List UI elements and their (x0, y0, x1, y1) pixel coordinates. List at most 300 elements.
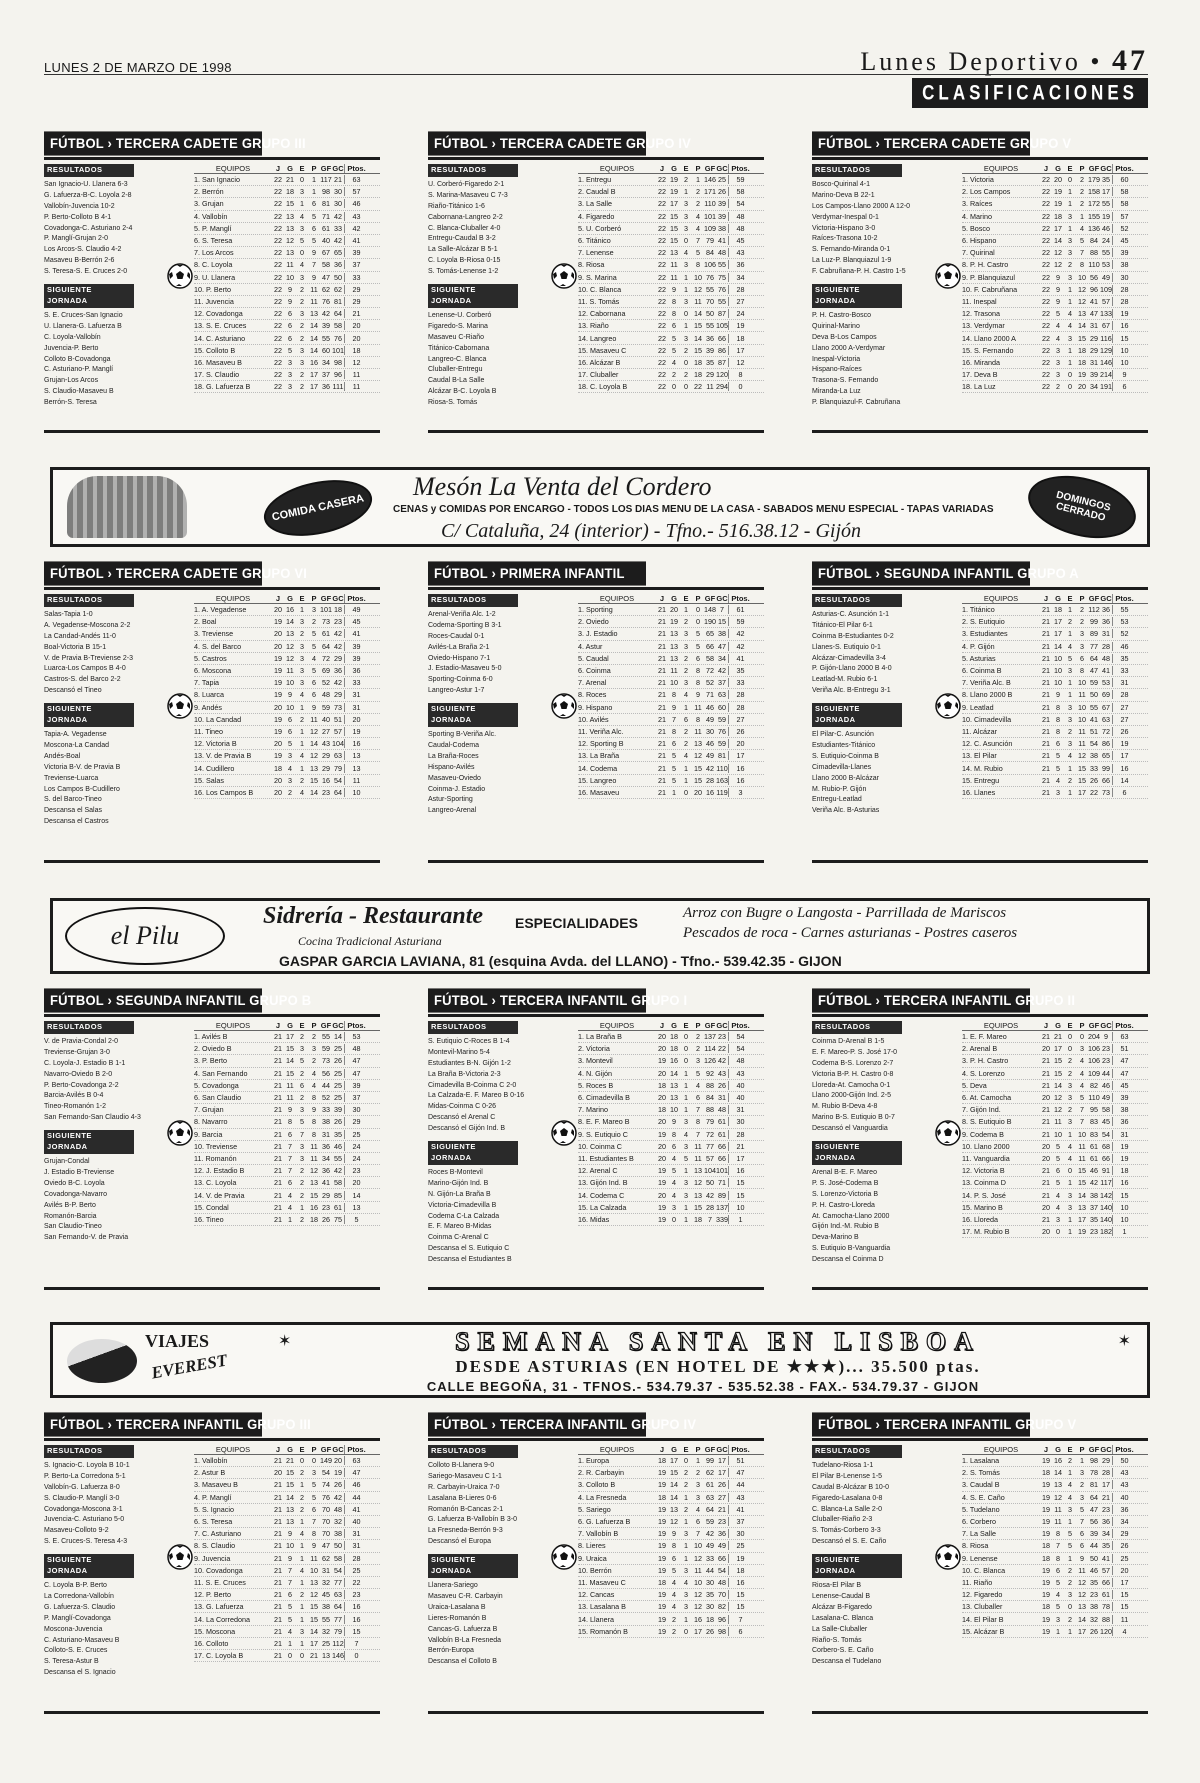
stat-cell: 48 (334, 1504, 342, 1514)
result-item: J. Estadio-Masaveu 5-0 (428, 665, 502, 673)
result-item: Lloreda-At. Camocha 0-1 (812, 1081, 891, 1089)
result-item: Descansó el Arenal C (428, 1114, 496, 1122)
stat-cell: 5 (1056, 751, 1060, 761)
stat-cell: 10 (1054, 678, 1062, 688)
table-row (194, 775, 380, 787)
stat-cell: 76 (322, 1492, 330, 1502)
stat-cell: 8 (672, 1129, 676, 1139)
points-cell: 40 (1112, 1493, 1136, 1502)
points-cell: 44 (728, 1480, 752, 1489)
team-name: 6. Corbero (962, 1517, 996, 1527)
table-row (962, 369, 1148, 381)
stat-cell: 21 (274, 1638, 282, 1648)
next-round-item: Alcázar B-Figaredo (812, 1603, 872, 1611)
points-cell: 11 (344, 382, 368, 391)
stat-cell: 17 (1102, 187, 1110, 197)
stat-cell: 96 (1090, 284, 1098, 294)
stat-cell: 5 (312, 641, 316, 651)
result-item: Raíces-Trasona 10-2 (812, 235, 878, 243)
stat-cell: 62 (334, 284, 342, 294)
points-cell: 19 (728, 1554, 752, 1563)
col-g: G (287, 1021, 293, 1030)
stat-cell: 101 (704, 211, 716, 221)
table-row (578, 641, 764, 653)
stat-cell: 42 (334, 641, 342, 651)
stat-cell: 9 (1104, 1032, 1108, 1042)
stat-cell: 6 (1080, 653, 1084, 663)
stat-cell: 21 (274, 1056, 282, 1066)
standings-header (578, 590, 764, 604)
stat-cell: 3 (300, 678, 304, 688)
stat-cell: 11 (670, 260, 678, 270)
next-round-item: Descansa el Estudiantes B (428, 1256, 512, 1264)
stat-cell: 13 (670, 1504, 678, 1514)
stat-cell: 10 (1078, 702, 1086, 712)
team-name: 11. Veriña Alc. (578, 726, 624, 736)
team-name: 2. Boal (194, 617, 217, 627)
table-row (578, 1455, 764, 1467)
stat-cell: 9 (288, 690, 292, 700)
points-cell: 36 (344, 666, 368, 675)
points-cell: 13 (344, 764, 368, 773)
result-item: S. Claudio-P. Manglí 3-0 (44, 1494, 120, 1502)
col-equipos: EQUIPOS (599, 1445, 635, 1454)
stat-cell: 14 (286, 1492, 294, 1502)
stat-cell: 18 (1042, 1602, 1050, 1612)
result-item: Victoria B-P. H. Castro 0-8 (812, 1070, 894, 1078)
team-name: 13. El Pilar (962, 751, 997, 761)
stat-cell: 23 (1102, 1056, 1110, 1066)
table-row (578, 174, 764, 186)
stat-cell: 6 (1056, 1565, 1060, 1575)
result-item: Llano 2000-Gijón Ind. 2-5 (812, 1092, 891, 1100)
col-g: G (287, 1445, 293, 1454)
stat-cell: 1 (684, 1202, 688, 1212)
stat-cell: 44 (322, 1080, 330, 1090)
points-cell: 19 (728, 321, 752, 330)
stat-cell: 59 (322, 1044, 330, 1054)
team-name: 9. Andés (194, 702, 222, 712)
stat-cell: 84 (706, 1093, 714, 1103)
stat-cell: 6 (312, 199, 316, 209)
table-row (578, 689, 764, 701)
points-cell: 16 (344, 1602, 368, 1611)
stat-cell: 19 (658, 1553, 666, 1563)
stat-cell: 21 (1042, 726, 1050, 736)
col-j: J (659, 164, 665, 173)
stat-cell: 20 (1042, 1227, 1050, 1237)
stat-cell: 13 (286, 1504, 294, 1514)
stat-cell: 1 (1068, 1214, 1072, 1224)
stat-cell: 22 (274, 211, 282, 221)
table-row (194, 1516, 380, 1528)
stat-cell: 1 (300, 702, 304, 712)
stat-cell: 4 (672, 1178, 676, 1188)
stat-cell: 2 (300, 775, 304, 785)
result-item: La Fresneda-Berrón 9-3 (428, 1527, 503, 1535)
stat-cell: 12 (310, 1166, 318, 1176)
stat-cell: 22 (274, 345, 282, 355)
stat-cell: 3 (300, 641, 304, 651)
stat-cell: 98 (1090, 1456, 1098, 1466)
points-cell: 50 (1112, 1456, 1136, 1465)
stat-cell: 14 (670, 1480, 678, 1490)
stat-cell: 19 (1042, 1590, 1050, 1600)
stat-cell: 3 (1068, 702, 1072, 712)
col-p: P (1079, 164, 1085, 173)
stat-cell: 0 (1068, 1602, 1072, 1612)
result-item: El Pilar B-Lenense 1-5 (812, 1472, 883, 1480)
standings-header (578, 1441, 764, 1455)
table-row (194, 1129, 380, 1141)
team-name: 6. S. Teresa (194, 236, 233, 246)
stat-cell: 8 (312, 1093, 316, 1103)
team-name: 4. Marino (962, 211, 992, 221)
stat-cell: 2 (684, 1480, 688, 1490)
stat-cell: 11 (706, 382, 714, 392)
team-name: 2. Oviedo B (194, 1044, 232, 1054)
stat-cell: 1 (1068, 1553, 1072, 1563)
points-cell: 39 (344, 642, 368, 651)
points-cell: 41 (344, 236, 368, 245)
standings-header (962, 1441, 1148, 1455)
points-cell: 15 (1112, 1191, 1136, 1200)
stat-cell: 11 (1078, 1153, 1086, 1163)
points-cell: 46 (344, 1480, 368, 1489)
stat-cell: 6 (1056, 739, 1060, 749)
stat-cell: 0 (696, 605, 700, 615)
stat-cell: 3 (1068, 1117, 1072, 1127)
points-cell: 13 (344, 1203, 368, 1212)
stat-cell: 12 (694, 1178, 702, 1188)
table-row (194, 1528, 380, 1540)
section-title: FÚTBOL › TERCERA CADETE GRUPO III (44, 131, 262, 155)
stat-cell: 15 (310, 1190, 318, 1200)
stat-cell: 21 (274, 1080, 282, 1090)
next-round-item: La Corredona-Vallobín (44, 1592, 114, 1600)
stat-cell: 55 (706, 284, 714, 294)
stat-cell: 2 (672, 370, 676, 380)
result-item: S. Tomás-Corbero 3-3 (812, 1527, 881, 1535)
stat-cell: 23 (1090, 1227, 1098, 1237)
next-round-item: Langreo-Arenal (428, 807, 477, 815)
table-row (578, 628, 764, 640)
result-item: Tineo-Romanón 1-2 (44, 1103, 106, 1111)
stat-cell: 9 (1056, 284, 1060, 294)
stat-cell: 5 (1080, 236, 1084, 246)
result-item: Coinma D-Arenal B 1-5 (812, 1037, 885, 1045)
stat-cell: 39 (1090, 1529, 1098, 1539)
result-item: Midas-Coinma C 0-26 (428, 1103, 497, 1111)
stat-cell: 19 (1054, 199, 1062, 209)
points-cell: 10 (1112, 346, 1136, 355)
stat-cell: 10 (694, 1577, 702, 1587)
stat-cell: 49 (706, 751, 714, 761)
stat-cell: 4 (288, 1626, 292, 1636)
stat-cell: 26 (322, 1214, 330, 1224)
points-cell: 63 (1112, 1032, 1136, 1041)
stat-cell: 2 (1056, 382, 1060, 392)
points-cell: 23 (344, 1166, 368, 1175)
team-name: 16. Midas (578, 1214, 610, 1224)
stat-cell: 13 (286, 223, 294, 233)
table-row (578, 1553, 764, 1565)
points-cell: 23 (344, 1590, 368, 1599)
stat-cell: 66 (1102, 1577, 1110, 1587)
stat-cell: 11 (1078, 1565, 1086, 1575)
team-name: 10. F. Cabruñana (962, 284, 1018, 294)
points-cell: 16 (344, 1615, 368, 1624)
stat-cell: 13 (310, 309, 318, 319)
points-cell: 31 (1112, 678, 1136, 687)
stat-cell: 15 (1054, 1056, 1062, 1066)
points-cell: 10 (728, 1203, 752, 1212)
stat-cell: 2 (300, 321, 304, 331)
points-cell: 41 (728, 1505, 752, 1514)
stat-cell: 13 (1078, 1202, 1086, 1212)
stat-cell: 61 (718, 1129, 726, 1139)
stat-cell: 17 (1078, 1214, 1086, 1224)
next-round-item: Caudal-Codema (428, 741, 479, 749)
team-name: 12. P. Berto (194, 1590, 232, 1600)
stat-cell: 58 (334, 1553, 342, 1563)
table-row (194, 1177, 380, 1189)
stat-cell: 8 (696, 260, 700, 270)
next-round-item: Marino-Gijón Ind. B (428, 1179, 489, 1187)
stat-cell: 48 (1102, 653, 1110, 663)
stat-cell: 18 (1078, 345, 1086, 355)
stat-cell: 58 (1102, 1105, 1110, 1115)
stat-cell: 12 (1054, 1093, 1062, 1103)
stat-cell: 55 (706, 321, 714, 331)
points-cell: 18 (728, 1566, 752, 1575)
stat-cell: 4 (1080, 1056, 1084, 1066)
stat-cell: 1 (1068, 629, 1072, 639)
table-row (962, 272, 1148, 284)
next-round-item: P. Manglí-Covadonga (44, 1614, 111, 1622)
stat-cell: 137 (716, 1202, 728, 1212)
points-cell: 38 (1112, 1105, 1136, 1114)
stat-cell: 17 (1054, 629, 1062, 639)
stat-cell: 3 (300, 653, 304, 663)
stat-cell: 142 (1100, 1190, 1112, 1200)
stat-cell: 19 (658, 1602, 666, 1612)
stat-cell: 13 (286, 629, 294, 639)
table-row (194, 174, 380, 186)
team-name: 4. P. Manglí (194, 1492, 232, 1502)
stat-cell: 4 (1056, 333, 1060, 343)
stat-cell: 4 (1068, 1480, 1072, 1490)
next-round-item: Hispano-Avilés (428, 763, 475, 771)
next-round-label: SIGUIENTE JORNADA (44, 703, 134, 727)
result-item: G. Lafuerza-B-C. Loyola 2-8 (44, 191, 132, 199)
team-name: 10. Treviense (194, 1141, 238, 1151)
stat-cell: 36 (1102, 617, 1110, 627)
result-item: La Salle-Alcázar B 5-1 (428, 246, 498, 254)
points-cell: 10 (1112, 358, 1136, 367)
stat-cell: 15 (1054, 1068, 1062, 1078)
stat-cell: 70 (322, 1504, 330, 1514)
stat-cell: 81 (334, 296, 342, 306)
stat-cell: 1 (1068, 763, 1072, 773)
stat-cell: 2 (1080, 199, 1084, 209)
table-row (962, 653, 1148, 665)
points-cell: 17 (728, 751, 752, 760)
points-cell: 31 (1112, 1130, 1136, 1139)
stat-cell: 29 (322, 763, 330, 773)
stat-cell: 50 (1090, 690, 1098, 700)
stat-cell: 3 (684, 333, 688, 343)
section-bottom-rule (428, 1711, 764, 1714)
stat-cell: 42 (334, 1492, 342, 1502)
stat-cell: 31 (1090, 357, 1098, 367)
table-row (962, 381, 1148, 393)
stat-cell: 3 (684, 260, 688, 270)
section-bottom-rule (44, 430, 380, 433)
stat-cell: 18 (1054, 605, 1062, 615)
stat-cell: 14 (1054, 1080, 1062, 1090)
table-row (962, 1068, 1148, 1080)
stat-cell: 5 (288, 1614, 292, 1624)
stat-cell: 18 (706, 1614, 714, 1624)
stat-cell: 5 (288, 345, 292, 355)
table-row (962, 1565, 1148, 1577)
table-row (962, 616, 1148, 628)
stat-cell: 73 (322, 617, 330, 627)
stat-cell: 11 (310, 1553, 318, 1563)
stat-cell: 21 (658, 605, 666, 615)
stat-cell: 99 (1102, 763, 1110, 773)
stat-cell: 4 (696, 1504, 700, 1514)
stat-cell: 52 (322, 1093, 330, 1103)
stat-cell: 9 (312, 702, 316, 712)
stat-cell: 77 (334, 1614, 342, 1624)
result-item: Vallobín-G. Lafuerza 8-0 (44, 1483, 120, 1491)
points-cell: 29 (344, 297, 368, 306)
stat-cell: 20 (274, 787, 282, 797)
stat-cell: 21 (658, 726, 666, 736)
stat-cell: 6 (288, 714, 292, 724)
stat-cell: 26 (718, 1480, 726, 1490)
table-row (578, 1116, 764, 1128)
section-title: FÚTBOL › TERCERA INFANTIL GRUPO II (812, 988, 1030, 1012)
stat-cell: 19 (670, 187, 678, 197)
stat-cell: 5 (672, 345, 676, 355)
stat-cell: 12 (310, 1590, 318, 1600)
stat-cell: 158 (1088, 187, 1100, 197)
ad-pilu-address: GASPAR GARCIA LAVIANA, 81 (esquina Avda. del LLANO) - Tfno.- 539.42.35 - GIJON (279, 953, 842, 969)
stat-cell: 20 (1042, 1141, 1050, 1151)
stat-cell: 21 (1042, 641, 1050, 651)
next-round-item: S. Eutiquio B-Vanguardia (812, 1245, 891, 1253)
stat-cell: 5 (1056, 309, 1060, 319)
stat-cell: 22 (274, 248, 282, 258)
next-round-item: Langreo-C. Blanca (428, 355, 487, 363)
stat-cell: 11 (1054, 1117, 1062, 1127)
stat-cell: 26 (718, 187, 726, 197)
next-round-item: San Claudio-Tineo (44, 1223, 102, 1231)
stat-cell: 21 (658, 702, 666, 712)
stat-cell: 37 (1090, 1202, 1098, 1212)
next-round-item: Descansa el S. Eutiquio C (428, 1245, 510, 1253)
points-cell: 5 (344, 1215, 368, 1224)
stat-cell: 18 (334, 605, 342, 615)
team-name: 3. Raíces (962, 199, 993, 209)
stat-cell: 7 (696, 1105, 700, 1115)
stat-cell: 22 (1042, 175, 1050, 185)
points-cell: 20 (344, 321, 368, 330)
stat-cell: 3 (1068, 1202, 1072, 1212)
stat-cell: 26 (334, 1117, 342, 1127)
stat-cell: 42 (706, 1190, 714, 1200)
page-date: LUNES 2 DE MARZO DE 1998 (44, 60, 232, 75)
stat-cell: 19 (1042, 1504, 1050, 1514)
stat-cell: 110 (1088, 260, 1100, 270)
stat-cell: 7 (1080, 1517, 1084, 1527)
points-cell: 20 (344, 334, 368, 343)
stat-cell: 0 (1068, 370, 1072, 380)
team-name: 1. Sporting (578, 605, 613, 615)
stat-cell: 64 (706, 1504, 714, 1514)
stat-cell: 48 (718, 248, 726, 258)
stat-cell: 13 (1078, 309, 1086, 319)
points-cell: 11 (1112, 1615, 1136, 1624)
standings-header (194, 1441, 380, 1455)
stat-cell: 4 (1056, 1190, 1060, 1200)
points-cell: 48 (728, 1056, 752, 1065)
stat-cell: 3 (672, 1202, 676, 1212)
col-equipos: EQUIPOS (215, 164, 251, 173)
table-row (194, 1080, 380, 1092)
stat-cell: 20 (1042, 1153, 1050, 1163)
stat-cell: 50 (706, 309, 714, 319)
stat-cell: 22 (1042, 296, 1050, 306)
stat-cell: 3 (1068, 714, 1072, 724)
team-name: 3. P. Berto (194, 1056, 228, 1066)
stat-cell: 6 (288, 321, 292, 331)
stat-cell: 70 (322, 1517, 330, 1527)
points-cell: 37 (728, 1517, 752, 1526)
col-ptos: Ptos. (728, 1445, 752, 1454)
col-gf: GF (704, 1445, 716, 1454)
stat-cell: 22 (1090, 787, 1098, 797)
stat-cell: 9 (1080, 1553, 1084, 1563)
col-gc: GC (332, 594, 344, 603)
stat-cell: 8 (696, 666, 700, 676)
stat-cell: 62 (706, 1468, 714, 1478)
table-row (962, 702, 1148, 714)
result-item: La Luz-P. Blanquiazul 1-9 (812, 257, 892, 265)
points-cell: 24 (728, 309, 752, 318)
stat-cell: 43 (718, 1068, 726, 1078)
points-cell: 37 (344, 260, 368, 269)
points-cell: 39 (344, 1081, 368, 1090)
stat-cell: 3 (1080, 1492, 1084, 1502)
team-name: 11. S. Tomás (578, 296, 620, 306)
results-label: RESULTADOS (428, 594, 518, 607)
stat-cell: 26 (1090, 1626, 1098, 1636)
team-name: 13. V. de Pravia B (194, 751, 252, 761)
table-row (194, 616, 380, 628)
result-item: M. Rubio B-Deva 4-8 (812, 1103, 878, 1111)
points-cell: 10 (1112, 1215, 1136, 1224)
points-cell: 59 (728, 175, 752, 184)
stat-cell: 112 (332, 1638, 344, 1648)
stat-cell: 12 (694, 1590, 702, 1600)
stat-cell: 52 (322, 678, 330, 688)
standings-section (812, 132, 1148, 429)
stat-cell: 14 (310, 787, 318, 797)
